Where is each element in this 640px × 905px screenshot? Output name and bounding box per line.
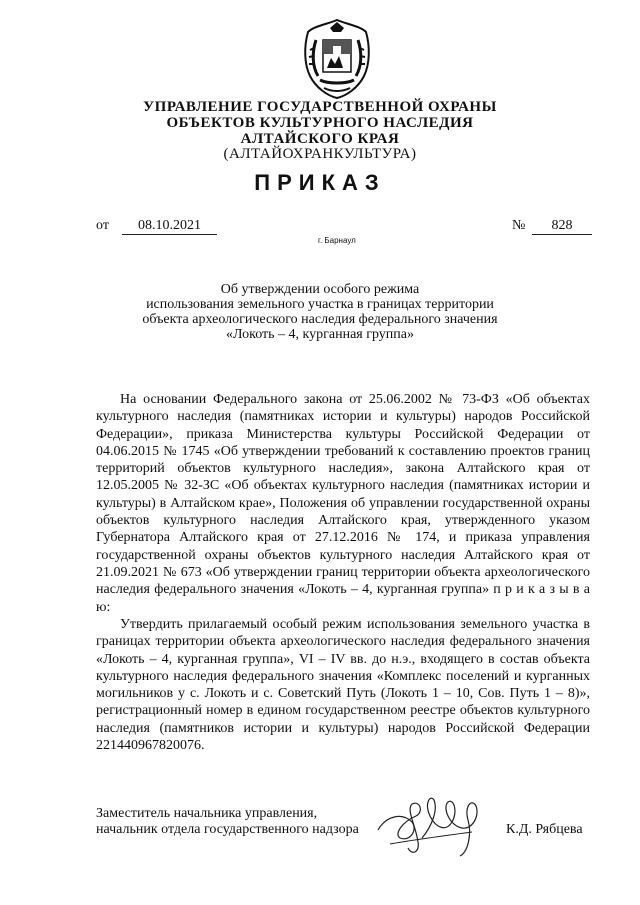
body-paragraph-basis: На основании Федерального закона от 25.06.2002 № 73-ФЗ «Об объектах культурного наследия (памятниках истории и культуры) народов Российской Федерации», приказа Министерства культуры Российской Федерации от 04.06.2015 № 1745 «Об утверждении требований к составлению проектов границ территорий объектов культурного наследия», закона Алтайского края от 12.05.2005 № 32-ЗС «Об объектах культурного наследия (памятниках истории и культуры) в Алтайском крае», Положения об управлении государственной охраны объектов культурного наследия Алтайского края, утвержденного указом Губернатора Алтайского края от 27.12.2016 № 174, и приказа управления государственной охраны объектов культурного наследия Алтайского края от 21.09.2021 № 673 «Об утверждении границ территории объекта археологического наследия федерального значения «Локоть – 4, курганная группа» п р и к а з ы в а ю: — [96, 392, 590, 615]
date-prefix: от — [96, 218, 109, 233]
title-line3: объекта археологического наследия федерального значения — [142, 312, 498, 327]
title-line4: «Локоть – 4, курганная группа» — [225, 327, 414, 342]
org-name-line1: УПРАВЛЕНИЕ ГОСУДАРСТВЕННОЙ ОХРАНЫ — [143, 99, 497, 115]
title-line1: Об утверждении особого режима — [220, 282, 420, 297]
title-line2: использования земельного участка в границах территории — [146, 297, 494, 312]
document-number: 828 — [532, 218, 592, 235]
org-name-line3: АЛТАЙСКОГО КРАЯ — [240, 131, 400, 147]
document-date: 08.10.2021 — [122, 218, 217, 235]
org-name-line2: ОБЪЕКТОВ КУЛЬТУРНОГО НАСЛЕДИЯ — [166, 115, 474, 131]
document-city: г. Барнаул — [318, 236, 356, 245]
handwritten-signature — [372, 786, 500, 862]
signatory-position-line2: начальник отдела государственного надзора — [96, 822, 359, 837]
document-type-title: ПРИКАЗ — [254, 170, 386, 195]
org-short-name: (АЛТАЙОХРАНКУЛЬТУРА) — [223, 146, 417, 162]
body-paragraph-decision: Утвердить прилагаемый особый режим использования земельного участка в границах территории объекта археологического наследия федерального значения «Локоть – 4, курганная группа», VI – IV вв. до н.э., входящего в состав объекта культурного наследия федерального значения «Комплекс поселений и курганных могильников у с. Локоть и с. Советский Путь (Локоть 1 – 10, Сов. Путь 1 – 8)», регистрационный номер в едином государственном реестре объектов культурного наследия (памятников истории и культуры) народов Российской Федерации 221440967820076. — [96, 617, 590, 754]
signatory-name: К.Д. Рябцева — [506, 822, 583, 837]
signatory-position-line1: Заместитель начальника управления, — [96, 806, 318, 821]
number-prefix: № — [512, 218, 526, 233]
coat-of-arms-emblem — [300, 18, 374, 100]
